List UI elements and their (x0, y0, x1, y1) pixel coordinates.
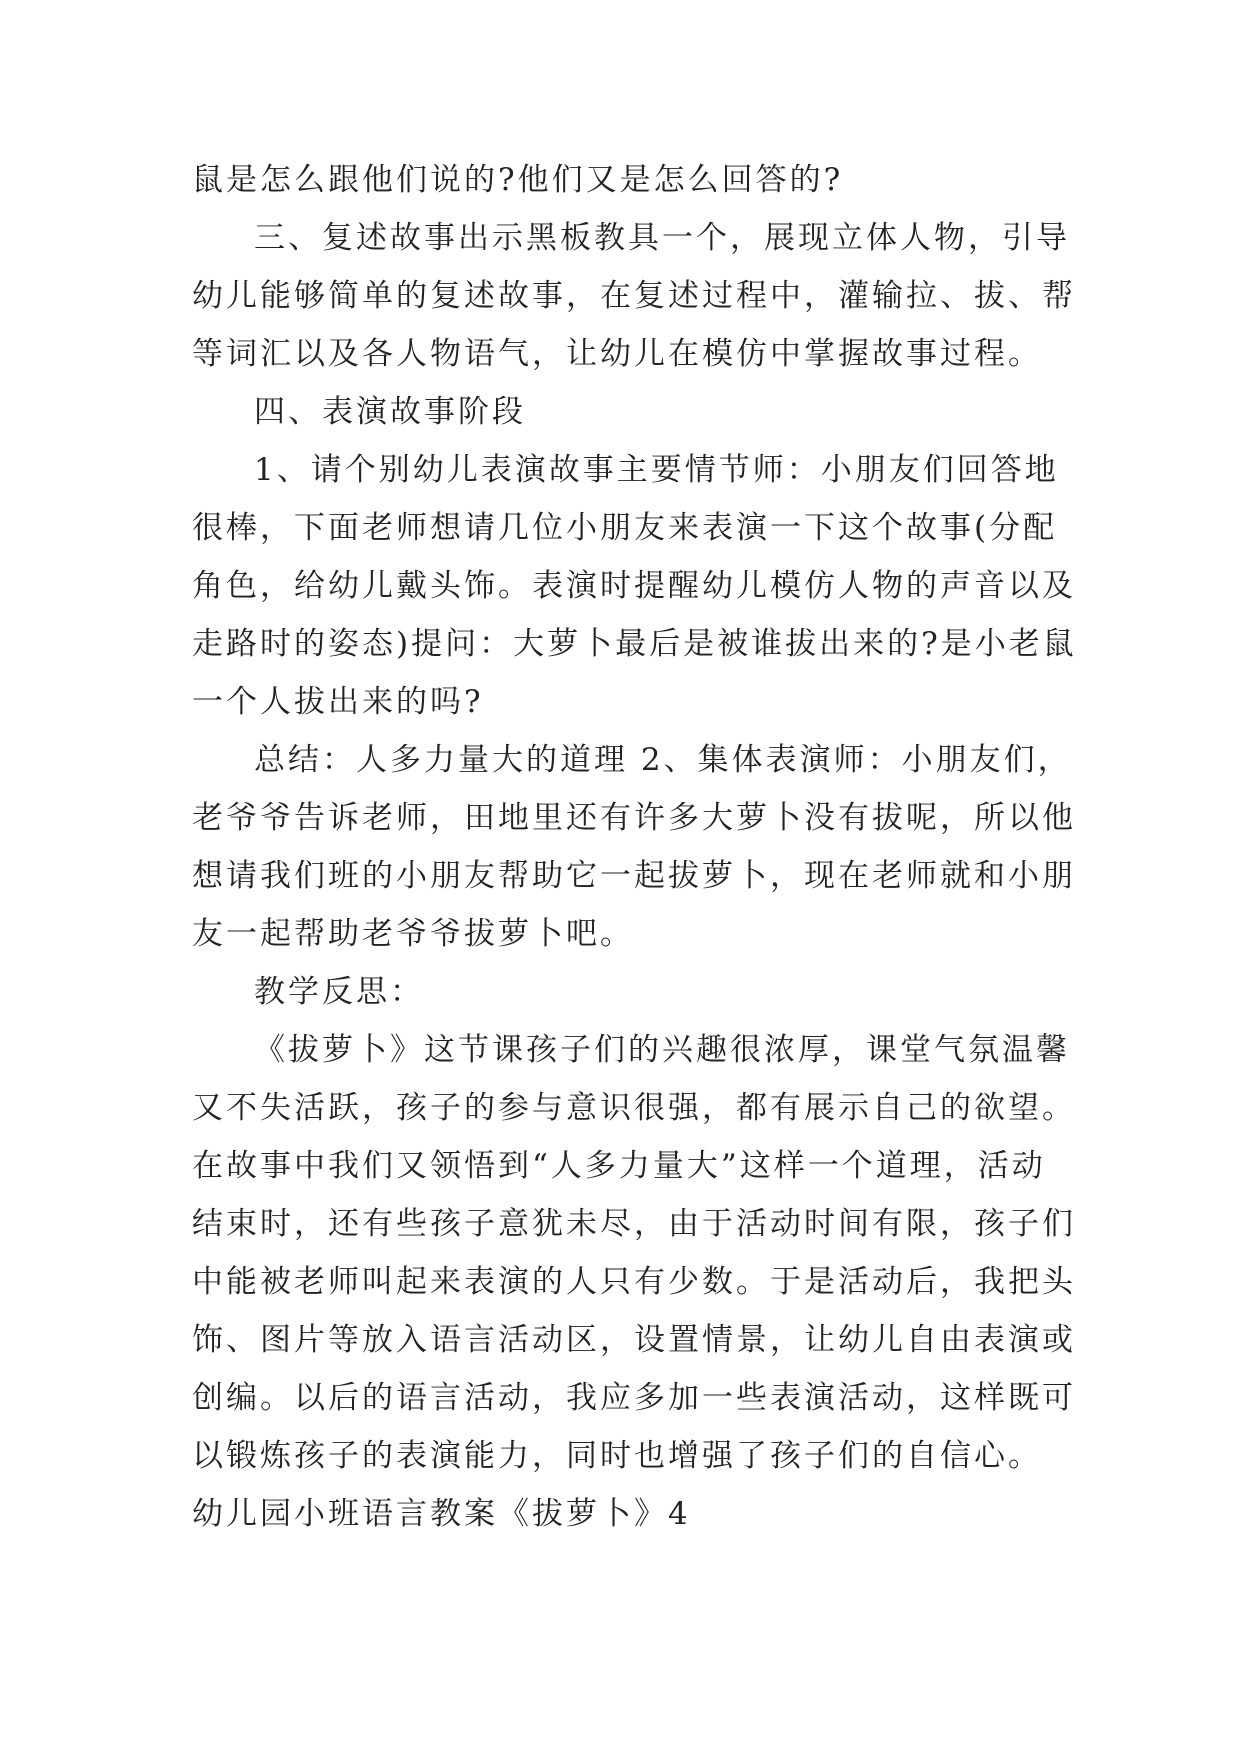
text-line: 饰、图片等放入语言活动区，设置情景，让幼儿自由表演或 (192, 1322, 1076, 1358)
text-line: 等词汇以及各人物语气，让幼儿在模仿中掌握故事过程。 (192, 336, 1042, 372)
text-line: 在故事中我们又领悟到“人多力量大”这样一个道理，活动 (192, 1148, 1046, 1184)
text-line: 很棒，下面老师想请几位小朋友来表演一下这个故事(分配 (192, 510, 1058, 546)
paragraph-start-line: 《拔萝卜》这节课孩子们的兴趣很浓厚，课堂气氛温馨 (254, 1032, 1070, 1068)
paragraph-start-line: 总结：人多力量大的道理 2、集体表演师：小朋友们， (254, 742, 1072, 778)
document-title: 幼儿园小班语言教案《拔萝卜》4 (192, 1496, 691, 1532)
text-line: 走路时的姿态)提问：大萝卜最后是被谁拔出来的?是小老鼠 (192, 626, 1077, 662)
text-line: 老爷爷告诉老师，田地里还有许多大萝卜没有拔呢，所以他 (192, 800, 1076, 836)
text-line: 想请我们班的小朋友帮助它一起拔萝卜，现在老师就和小朋 (192, 858, 1076, 894)
paragraph-start-line: 1、请个别幼儿表演故事主要情节师：小朋友们回答地 (254, 452, 1059, 488)
text-line: 幼儿能够简单的复述故事，在复述过程中，灌输拉、拔、帮 (192, 278, 1076, 314)
section-heading: 教学反思： (254, 974, 424, 1010)
text-line: 创编。以后的语言活动，我应多加一些表演活动，这样既可 (192, 1380, 1076, 1416)
text-line: 友一起帮助老爷爷拔萝卜吧。 (192, 916, 634, 952)
text-line: 以锻炼孩子的表演能力，同时也增强了孩子们的自信心。 (192, 1438, 1042, 1474)
section-heading: 四、表演故事阶段 (254, 394, 526, 430)
text-line: 中能被老师叫起来表演的人只有少数。于是活动后，我把头 (192, 1264, 1076, 1300)
text-line: 一个人拔出来的吗? (192, 684, 484, 720)
text-line: 鼠是怎么跟他们说的?他们又是怎么回答的? (192, 162, 844, 198)
text-line: 又不失活跃，孩子的参与意识很强，都有展示自己的欲望。 (192, 1090, 1076, 1126)
paragraph-start-line: 三、复述故事出示黑板教具一个，展现立体人物，引导 (254, 220, 1070, 256)
text-line: 角色，给幼儿戴头饰。表演时提醒幼儿模仿人物的声音以及 (192, 568, 1076, 604)
text-line: 结束时，还有些孩子意犹未尽，由于活动时间有限，孩子们 (192, 1206, 1076, 1242)
